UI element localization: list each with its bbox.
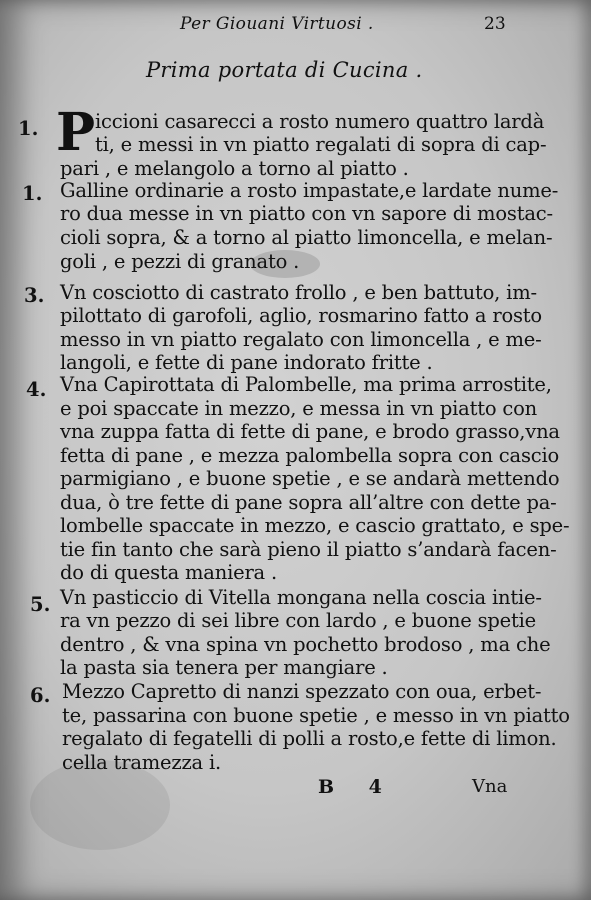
text-line: tie fin tanto che sarà pieno il piatto s’andarà facen-: [60, 538, 557, 561]
item-number: 1.: [18, 117, 39, 140]
text-line: Mezzo Capretto di nanzi spezzato con oua, erbet-: [62, 680, 542, 703]
item-number: 4.: [26, 378, 47, 401]
text-line: Vn cosciotto di castrato frollo , e ben battuto, im-: [60, 281, 537, 304]
catchword: Vna: [472, 776, 508, 797]
text-line: ra vn pezzo di sei libre con lardo , e buone spetie: [60, 609, 537, 632]
text-line: pari , e melangolo a torno al piatto .: [60, 157, 409, 180]
text-line: dua, ò tre fette di pane sopra all’altre con dette pa-: [60, 491, 557, 514]
text-line: dentro , & vna spina vn pochetto brodoso , ma che: [60, 633, 551, 656]
text-line: e poi spaccate in mezzo, e messa in vn piatto con: [60, 397, 538, 420]
signature-mark: B 4: [318, 776, 396, 798]
text-line: te, passarina con buone spetie , e messo in vn piatto: [62, 704, 570, 727]
page-number: 23: [484, 14, 506, 34]
text-line: vna zuppa fatta di fette di pane, e brodo grasso,vna: [60, 420, 560, 443]
text-line: regalato di fegatelli di polli a rosto,e fette di limon.: [62, 727, 557, 750]
running-header: Per Giouani Virtuosi .: [180, 14, 374, 34]
drop-cap: P: [56, 102, 96, 163]
item-number: 3.: [24, 284, 45, 307]
text-line: fetta di pane , e mezza palombella sopra con cascio: [60, 444, 560, 467]
text-line: langoli, e fette di pane indorato fritte .: [60, 351, 433, 374]
text-line: messo in vn piatto regalato con limoncella , e me-: [60, 328, 542, 351]
text-line: cioli sopra, & a torno al piatto limoncella, e melan-: [60, 226, 553, 249]
text-line: ro dua messe in vn piatto con vn sapore di mostac-: [60, 202, 553, 225]
text-line: goli , e pezzi di granato .: [60, 250, 300, 273]
text-line: parmigiano , e buone spetie , e se andarà mettendo: [60, 467, 560, 490]
item-number: 5.: [30, 593, 51, 616]
text-line: ti, e messi in vn piatto regalati di sopra di cap-: [95, 133, 547, 156]
text-line: iccioni casarecci a rosto numero quattro lardà: [95, 110, 545, 133]
text-line: pilottato di garofoli, aglio, rosmarino fatto a rosto: [60, 304, 542, 327]
text-line: cella tramezza i.: [62, 751, 221, 774]
text-line: lombelle spaccate in mezzo, e cascio grattato, e spe-: [60, 514, 570, 537]
item-number: 1.: [22, 182, 43, 205]
text-line: la pasta sia tenera per mangiare .: [60, 656, 388, 679]
section-title: Prima portata di Cucina .: [146, 58, 423, 82]
text-line: do di questa maniera .: [60, 561, 277, 584]
text-line: Vn pasticcio di Vitella mongana nella coscia intie-: [60, 586, 542, 609]
text-line: Galline ordinarie a rosto impastate,e lardate nume-: [60, 179, 559, 202]
text-line: Vna Capirottata di Palombelle, ma prima arrostite,: [60, 373, 552, 396]
item-number: 6.: [30, 684, 51, 707]
